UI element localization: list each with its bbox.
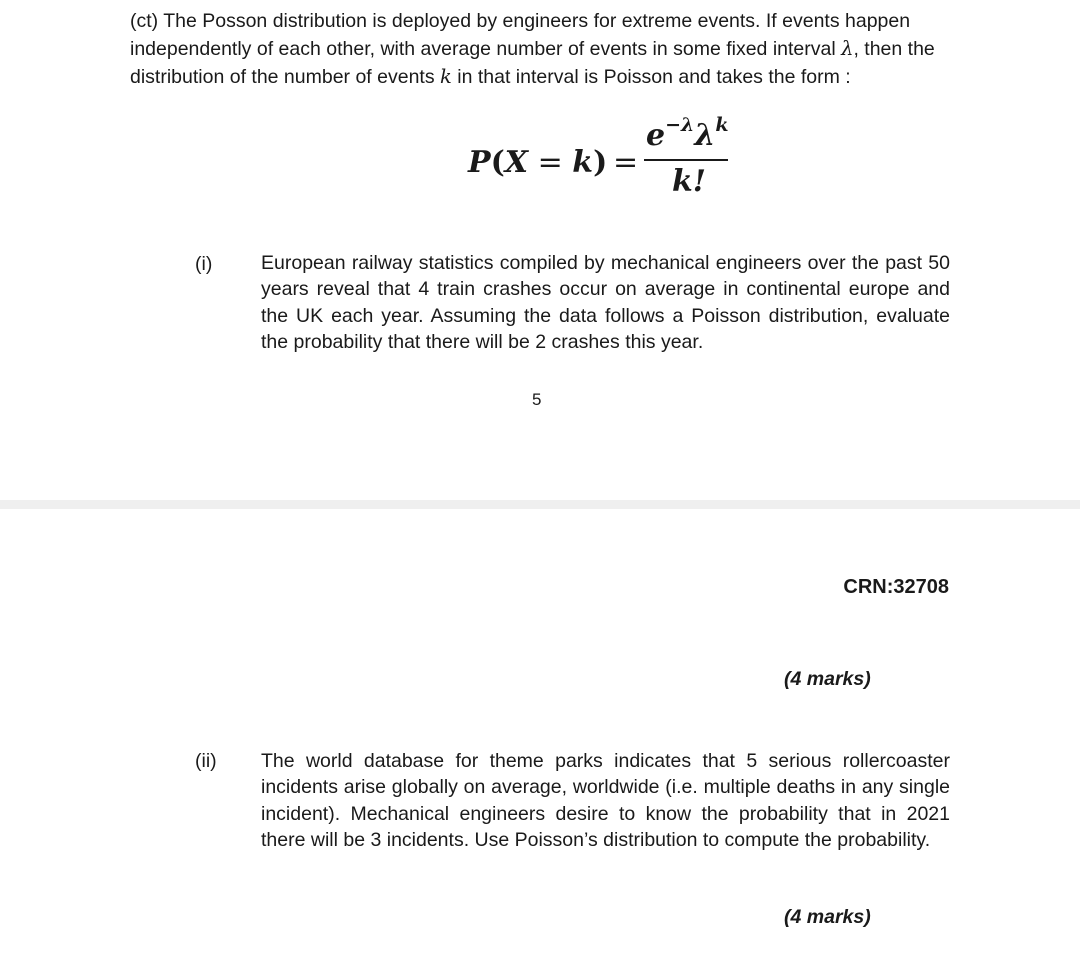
formula-p: P: [468, 145, 491, 180]
page-number: 5: [532, 390, 542, 409]
intro-text-2: , then the distribution of the number of events: [130, 38, 935, 88]
question-ii-marks: (4 marks): [784, 906, 871, 928]
formula-denominator: k!: [672, 164, 706, 199]
question-ii-text: The world database for theme parks indicates that 5 serious rollercoaster incidents arise globally on average, worldwide (i.e. multiple deaths in any single incident). Mechanical engineers desire to know the probability that in 2021 there will be 3 incidents. Use Poisson’s distribution to compute the probability.: [261, 750, 950, 851]
question-i-marks: (4 marks): [784, 668, 871, 690]
formula-numerator: [646, 114, 729, 153]
question-ii-label: (ii): [195, 750, 217, 772]
k-symbol: k: [440, 65, 452, 88]
lambda-symbol: λ: [841, 37, 854, 60]
page-break: [0, 500, 1080, 509]
formula-k-exponent: k: [715, 114, 729, 136]
intro-text-1: (ct) The Posson distribution is deployed by engineers for extreme events. If events happen independently of each other, with average number of events in some fixed interval: [130, 10, 911, 60]
poisson-formula: [468, 112, 738, 202]
formula-e: e: [646, 118, 666, 153]
formula-lhs: [468, 145, 607, 180]
crn-code: CRN:32708: [843, 576, 949, 598]
formula-exponent: −λ: [665, 114, 695, 136]
formula-equals: =: [613, 145, 639, 180]
formula-inner-equals: =: [528, 145, 573, 180]
formula-k: k: [572, 145, 594, 180]
formula-close-paren: ): [593, 145, 608, 180]
fraction-bar: [644, 159, 728, 161]
formula-x: X: [504, 145, 529, 180]
formula-lambda: λ: [694, 118, 716, 153]
intro-paragraph: [130, 8, 950, 91]
intro-text-3: in that interval is Poisson and takes the form :: [451, 66, 851, 88]
question-i-text: European railway statistics compiled by mechanical engineers over the past 50 years reveal that 4 train crashes occur on average in continental europe and the UK each year. Assuming the data follows a Poisson distribution, evaluate the probability that there will be 2 crashes this year.: [261, 252, 950, 353]
question-i-label: (i): [195, 253, 213, 275]
formula-open-paren: (: [490, 145, 505, 180]
